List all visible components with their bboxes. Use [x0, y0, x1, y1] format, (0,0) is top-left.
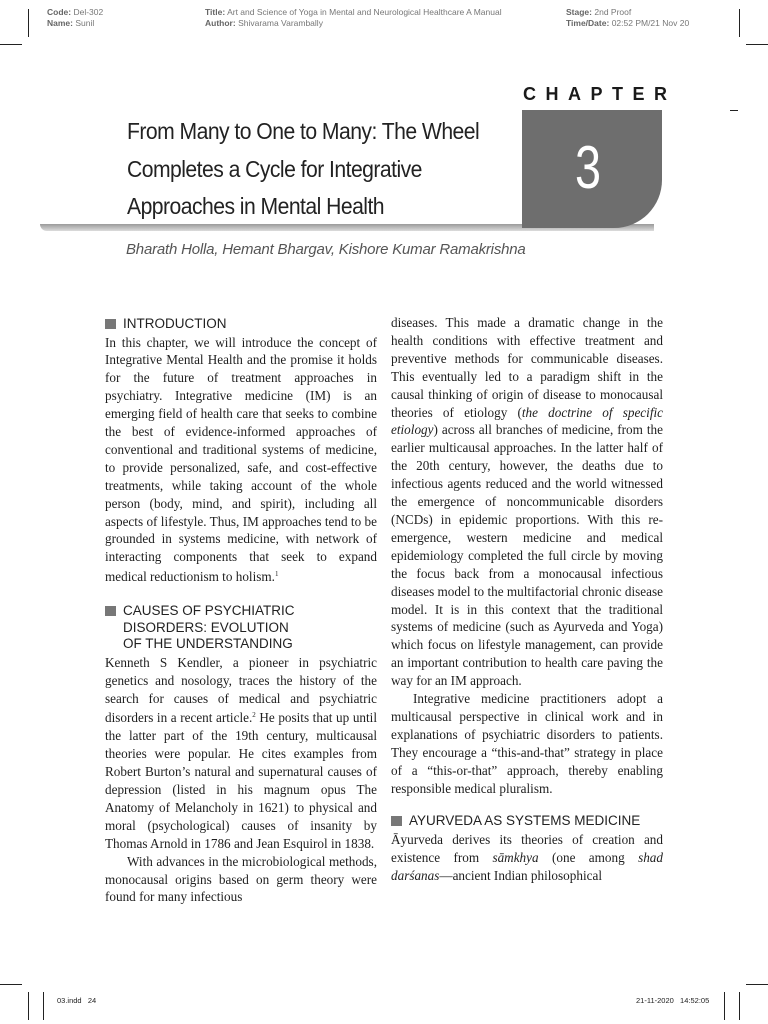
- crop-mark: [724, 992, 725, 1020]
- footnote-ref: 1: [274, 570, 279, 579]
- slug-author: Shivarama Varambally: [238, 18, 323, 28]
- slug-stage: 2nd Proof: [594, 7, 632, 17]
- slug-code: Del-302: [73, 7, 104, 17]
- footnote-ref: 2: [252, 711, 256, 720]
- causes-paragraph-2: With advances in the microbiological methods, monocausal origins based on germ theory were found for many infectious: [105, 853, 377, 905]
- crop-mark: [746, 44, 768, 45]
- slug-title: Art and Science of Yoga in Mental and Neurological Healthcare A Manual: [227, 7, 502, 17]
- crop-mark: [746, 984, 768, 985]
- causes-paragraph-4: Integrative medicine practitioners adopt a multicausal perspective in clinical work and in explanations of psychiatric disorders to patients. They encourage a “this-and-that” strategy in place of a “this-or-that” approach, thereby enabling responsible medical pluralism.: [391, 691, 663, 796]
- footer-datetime: 21-11-2020 14:52:05: [636, 996, 710, 1005]
- chapter-title: [127, 113, 483, 226]
- crop-mark: [43, 992, 44, 1020]
- crop-mark: [0, 44, 22, 45]
- footer-file: 03.indd 24: [57, 996, 97, 1005]
- chapter-title-line: Completes a Cycle for Integrative: [127, 155, 422, 182]
- section-heading-ayurveda: AYURVEDA AS SYSTEMS MEDICINE: [391, 813, 663, 830]
- chapter-title-line: Approaches in Mental Health: [127, 193, 385, 219]
- slug-name: Sunil: [75, 18, 95, 28]
- crop-mark: [28, 992, 29, 1020]
- slug-stage-time: Stage: 2nd Proof Time/Date: 02:52 PM/21 Nov 20: [566, 7, 690, 28]
- causes-paragraph-1: Kenneth S Kendler, a pioneer in psychiatric genetics and nosology, traces the history of the search for causes of medical and psychiatric disorders in a recent article.$^2$ He posits that up until the latter part of the 19th century, multicausal theories were popular. He cites examples from Robert Burton’s natural and supernatural causes of depression (listed in his magnum opus The Anatomy of Melancholy in 1621) to physical and moral (psychological) causes of insanity by Thomas Arnold in 1786 and Jean Esquirol in 1838.: [105, 654, 377, 851]
- heading-square-icon: [391, 816, 402, 826]
- section-heading-introduction: INTRODUCTION: [105, 316, 377, 333]
- right-column: [391, 314, 663, 885]
- causes-paragraph-3: diseases. This made a dramatic change in the health conditions with effective treatment and preventive methods for communicable diseases. This eventually led to a paradigm shift in the causal thinking of origin of disease to monocausal theories of etiology (the doctrine of specific etiology) across all branches of medicine, from the earlier multicausal approaches. In the latter half of the 20th century, however, the deaths due to infectious agents reduced and the world witnessed the emergence of noncommunicable disorders (NCDs) in epidemic proportions. With this re-emergence, western medicine and medical epidemiology completed the full circle by moving the focus back from a monocausal infectious diseases model to the multifactorial chronic disease model. It is in this context that the traditional systems of medicine (such as Ayurveda and Yoga) which focus on lifestyle management, can provide an important contribution to health care paving the way for an IM approach.: [391, 315, 663, 689]
- chapter-number: 3: [574, 134, 602, 201]
- slug-code-name: Code: Del-302 Name: Sunil: [47, 7, 104, 28]
- crop-mark: [739, 9, 740, 37]
- chapter-label: CHAPTER: [523, 84, 677, 104]
- crop-mark: [730, 110, 738, 111]
- slug-title-author: Title: Art and Science of Yoga in Mental and Neurological Healthcare A Manual Author: Shivarama Varambally: [205, 7, 502, 28]
- heading-square-icon: [105, 606, 116, 616]
- slug-time: 02:52 PM/21 Nov 20: [611, 18, 690, 28]
- chapter-number-box: [522, 110, 662, 228]
- ayurveda-paragraph: Āyurveda derives its theories of creation and existence from sāmkhya (one among shad darśanas—ancient Indian philosophical: [391, 831, 663, 883]
- introduction-paragraph: In this chapter, we will introduce the concept of Integrative Mental Health and the promise it holds for the future of treatment approaches in psychiatry. Integrative medicine (IM) is an emerging field of health care that seeks to combine the best of evidence-informed approaches of conventional and traditional systems of medicine, to provide personalized, safe, and cost-effective treatments, while taking account of the whole person (body, mind, and spirit), including all aspects of lifestyle. Thus, IM approaches tend to be grounded in systems medicine, with network of interacting components that seek to expand medical reductionism to holism.$^1$: [105, 334, 377, 585]
- heading-square-icon: [105, 319, 116, 329]
- crop-mark: [739, 992, 740, 1020]
- chapter-title-line: From Many to One to Many: The Wheel: [127, 118, 480, 144]
- chapter-authors: Bharath Holla, Hemant Bhargav, Kishore Kumar Ramakrishna: [126, 241, 526, 258]
- crop-mark: [28, 9, 29, 37]
- left-column: [105, 314, 377, 906]
- crop-mark: [0, 984, 22, 985]
- section-heading-causes: CAUSES OF PSYCHIATRIC DISORDERS: EVOLUTION OF THE UNDERSTANDING: [105, 603, 377, 653]
